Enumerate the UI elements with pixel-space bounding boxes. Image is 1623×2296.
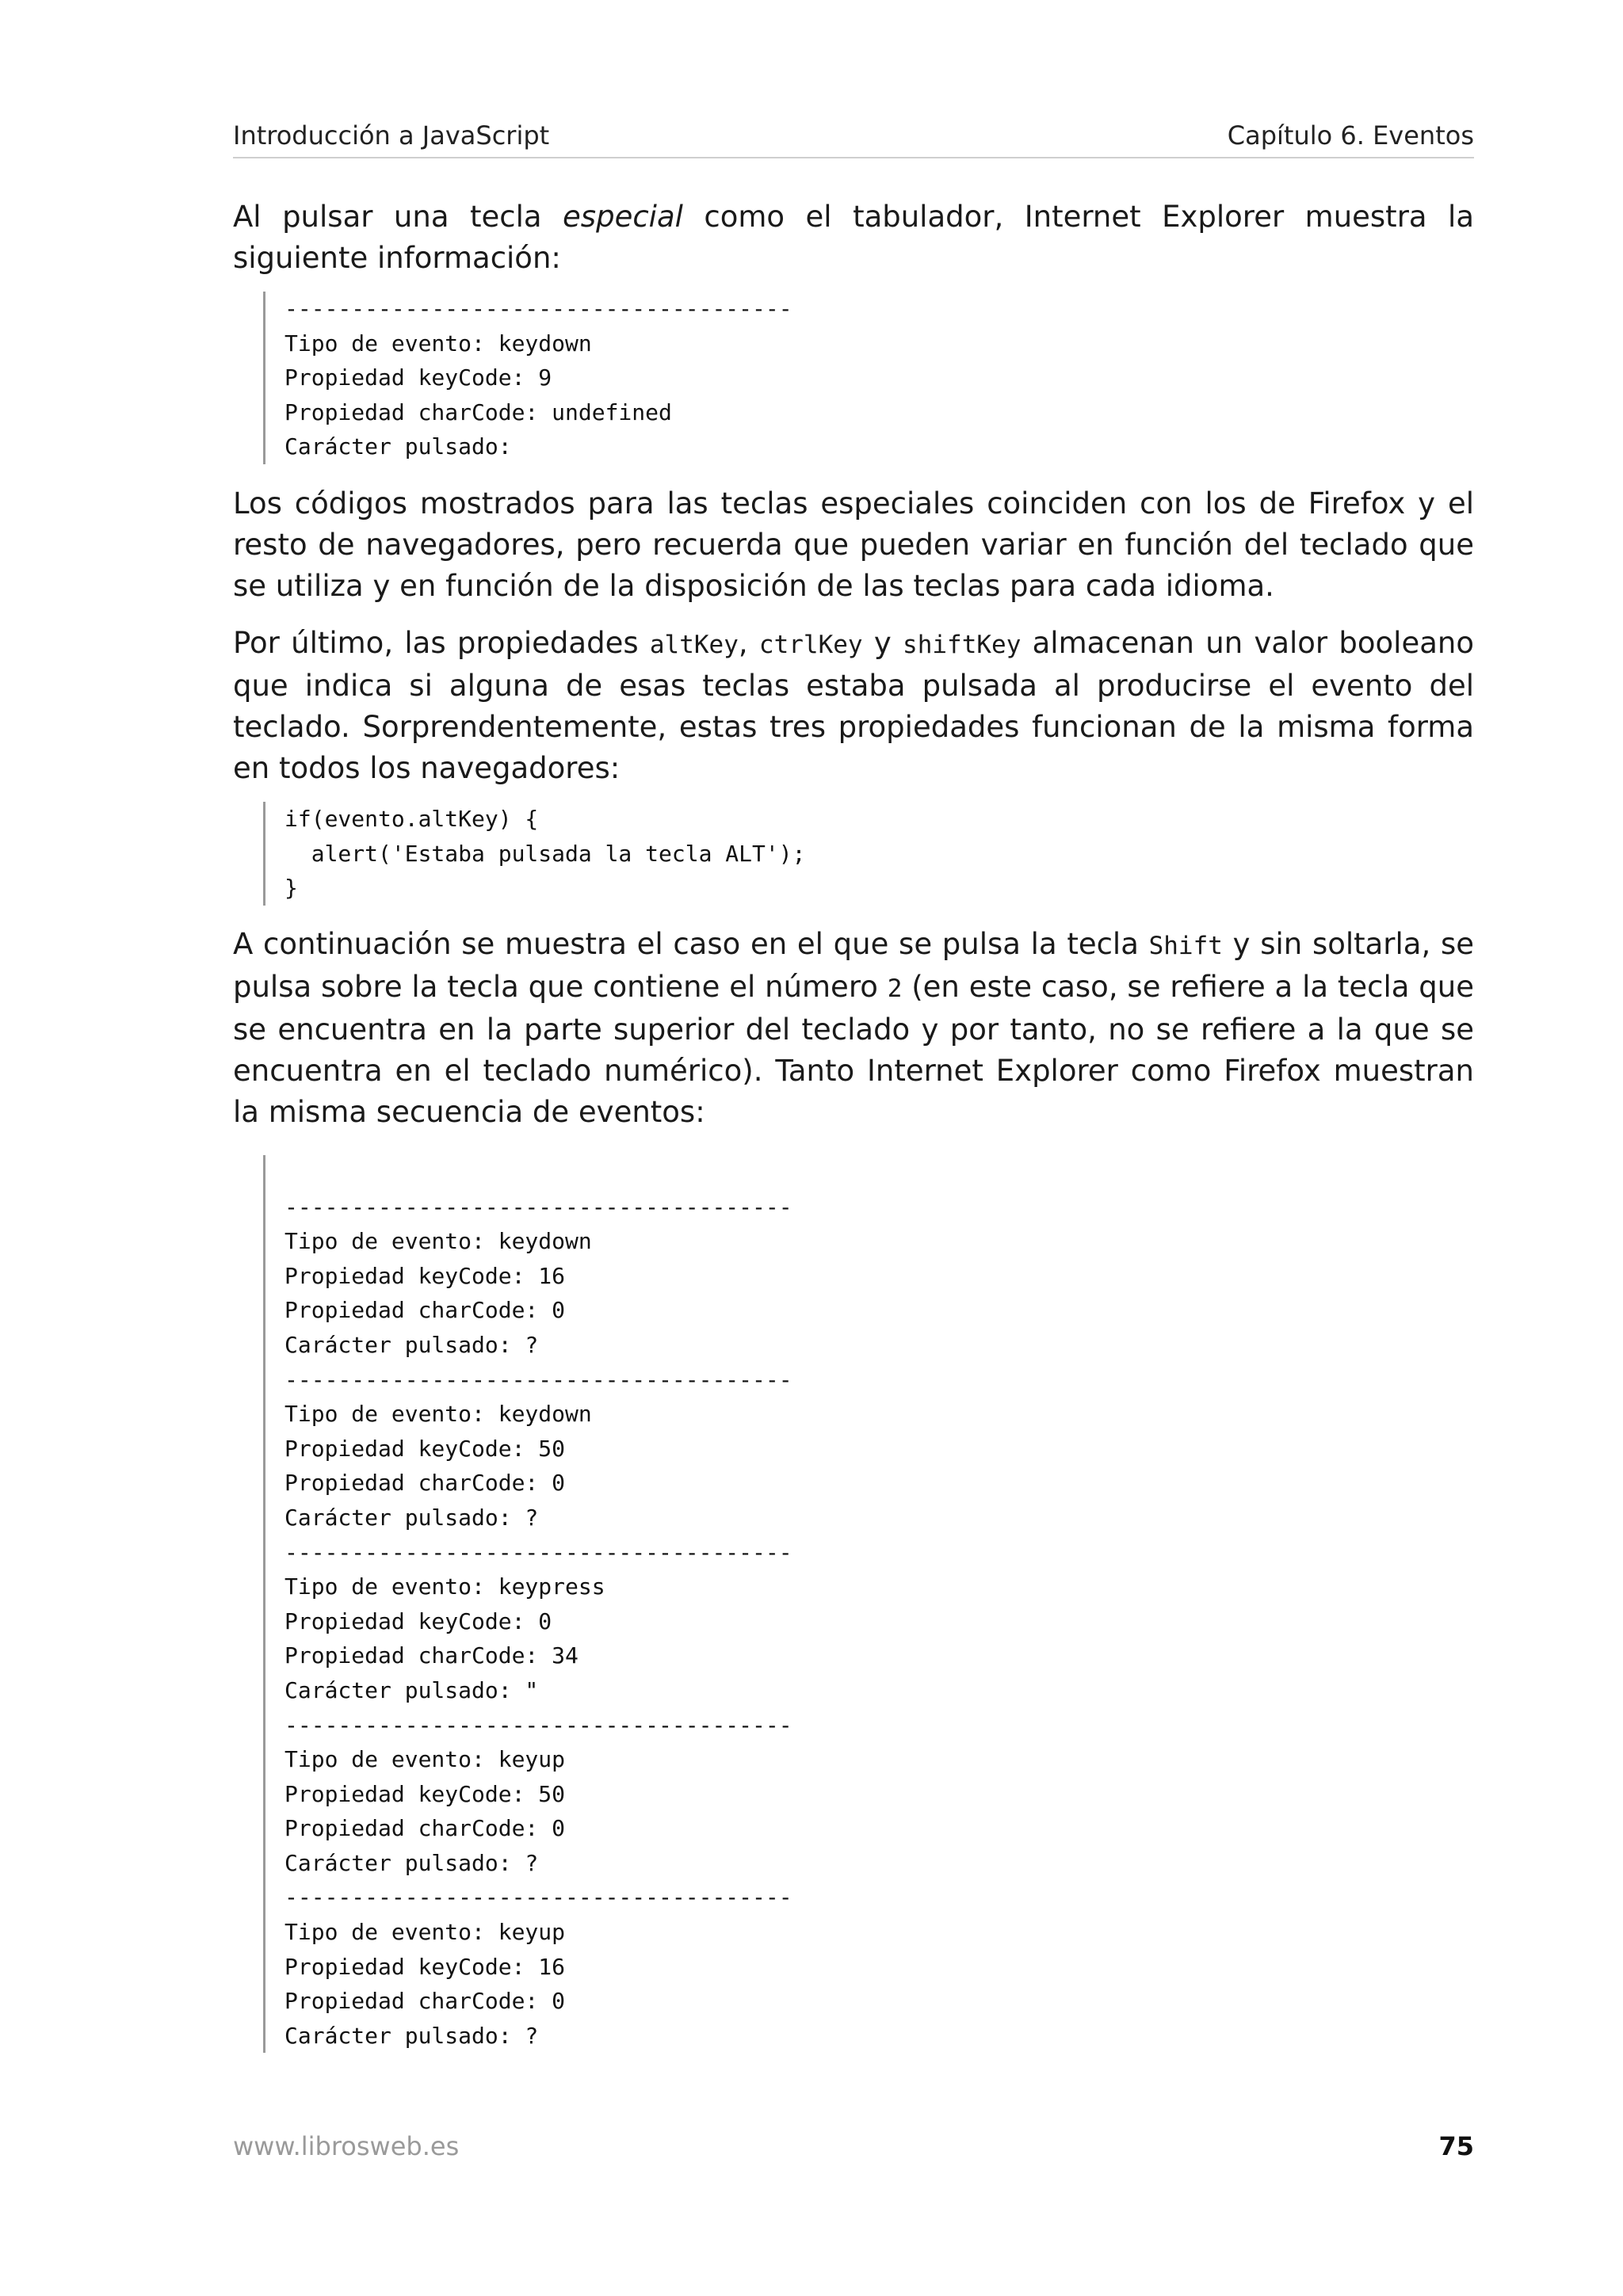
paragraph-text: como el tabulador, Internet Explorer muestra la siguiente información:: [233, 200, 1475, 275]
paragraph-shift-example: [233, 924, 1474, 1133]
paragraph-text: Por último, las propiedades: [233, 626, 650, 660]
code-line: if(evento.altKey) {: [285, 806, 539, 832]
emphasis-text: especial: [563, 200, 683, 234]
code-line: Propiedad keyCode: 50: [285, 1435, 566, 1462]
code-line: Propiedad charCode: 34: [285, 1642, 579, 1669]
code-block-tab-key: [263, 292, 792, 464]
paragraph-text: Al pulsar una tecla: [233, 200, 563, 234]
document-page: [233, 0, 1474, 2296]
paragraph-text: y: [862, 626, 903, 660]
code-line: Carácter pulsado: ?: [285, 2022, 539, 2049]
paragraph-text: y sin soltarla, se pulsa sobre la tecla que contiene el número: [233, 927, 1474, 1004]
code-line: Propiedad keyCode: 16: [285, 1953, 566, 1980]
paragraph-special-key: [233, 196, 1474, 279]
code-line: [285, 1155, 792, 1190]
paragraph-text: ,: [738, 626, 759, 660]
code-line: Carácter pulsado: ": [285, 1676, 539, 1703]
code-line: Propiedad keyCode: 9: [285, 364, 552, 391]
code-line: --------------------------------------: [285, 1711, 792, 1738]
code-line: Tipo de evento: keypress: [285, 1573, 605, 1600]
page-number: 75: [1438, 2131, 1474, 2161]
paragraph-text: (en este caso, se refiere a la tecla que se encuentra en la parte superior del teclado y por tanto, no se refiere a la que se encuentra en el teclado numérico). Tanto Internet Explorer como Firefox muestran la misma secuencia de eventos:: [233, 970, 1474, 1129]
code-line: --------------------------------------: [285, 296, 792, 322]
code-block-altkey-example: [263, 802, 805, 906]
code-line: --------------------------------------: [285, 1193, 792, 1220]
inline-code-ctrlkey: ctrlKey: [758, 631, 863, 659]
paragraph-special-codes: Los códigos mostrados para las teclas especiales coinciden con los de Firefox y el resto de navegadores, pero recuerda que pueden variar en función del teclado que se utiliza y en función de la disposición de las teclas para cada idioma.: [233, 486, 1474, 603]
inline-code-number: 2: [887, 974, 903, 1003]
code-line: Propiedad keyCode: 50: [285, 1780, 566, 1807]
code-line: --------------------------------------: [285, 1366, 792, 1393]
inline-code-shift: Shift: [1148, 932, 1223, 960]
code-line: Propiedad charCode: 0: [285, 1988, 566, 2015]
code-line: Propiedad charCode: 0: [285, 1815, 566, 1842]
code-line: Carácter pulsado: ?: [285, 1849, 539, 1876]
paragraph-modifier-properties: [233, 623, 1474, 789]
code-line: Carácter pulsado: ?: [285, 1504, 539, 1531]
code-line: --------------------------------------: [285, 1539, 792, 1566]
code-line: Carácter pulsado:: [285, 433, 512, 460]
code-line: Propiedad charCode: 0: [285, 1470, 566, 1497]
code-line: Tipo de evento: keydown: [285, 1401, 592, 1428]
paragraph-text: almacenan un valor booleano que indica si alguna de esas teclas estaba pulsada al producirse el evento del teclado. Sorprendentemente, estas tres propiedades funcionan de la misma forma en todos los navegadores:: [233, 626, 1474, 785]
code-line: Propiedad charCode: undefined: [285, 399, 672, 425]
paragraph-text: A continuación se muestra el caso en el que se pulsa la tecla: [233, 927, 1149, 961]
code-line: Propiedad keyCode: 0: [285, 1608, 552, 1634]
header-book-title: Introducción a JavaScript: [233, 120, 550, 151]
code-line: Carácter pulsado: ?: [285, 1331, 539, 1358]
code-line: }: [285, 875, 298, 902]
code-line: Propiedad keyCode: 16: [285, 1262, 566, 1289]
code-line: Tipo de evento: keydown: [285, 330, 592, 357]
inline-code-shiftkey: shiftKey: [903, 631, 1022, 659]
code-line: Tipo de evento: keyup: [285, 1746, 566, 1773]
footer-website: www.librosweb.es: [233, 2131, 460, 2161]
code-line: Tipo de evento: keyup: [285, 1919, 566, 1946]
header-chapter-title: Capítulo 6. Eventos: [1227, 120, 1474, 151]
code-line: alert('Estaba pulsada la tecla ALT');: [285, 840, 806, 867]
code-line: Propiedad charCode: 0: [285, 1297, 566, 1324]
code-line: Tipo de evento: keydown: [285, 1228, 592, 1255]
code-line: --------------------------------------: [285, 1884, 792, 1911]
code-block-event-sequence: [263, 1155, 792, 2053]
running-header: [233, 117, 1474, 158]
inline-code-altkey: altKey: [649, 631, 739, 659]
